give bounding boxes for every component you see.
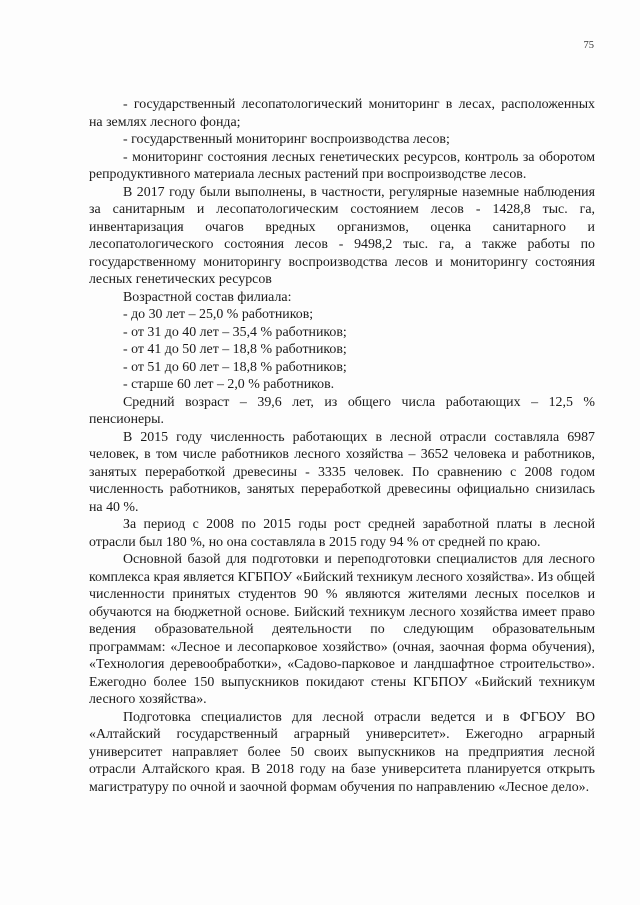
paragraph-agrarian-university: Подготовка специалистов для лесной отрасли ведется и в ФГБОУ ВО «Алтайский государственный аграрный университет». Ежегодно аграрный университет направляет более 50 своих выпускников на предприятия лесной отрасли Алтайского края. В 2018 году на базе университета планируется открыть магистратуру по очной и заочной формам обучения по направлению «Лесное дело». [89, 709, 595, 795]
paragraph-2017-results: В 2017 году были выполнены, в частности, регулярные наземные наблюдения за санитарным и лесопатологическим состоянием лесов - 1428,8 тыс. га, инвентаризация очагов вредных организмов, оценка санитарного и лесопатологического состояния лесов - 9498,2 тыс. га, а также работы по государственному мониторингу воспроизводства лесов и мониторингу состояния лесных генетических ресурсов [89, 184, 595, 287]
list-item-age-under-30: - до 30 лет – 25,0 % работников; [123, 307, 314, 322]
list-item-age-31-40: - от 31 до 40 лет – 35,4 % работников; [123, 324, 347, 340]
list-item-age-51-60: - от 51 до 60 лет – 18,8 % работников; [123, 359, 347, 375]
paragraph-biysk-college: Основной базой для подготовки и переподготовки специалистов для лесного комплекса края является КГБПОУ «Бийский техникум лесного хозяйства». Из общей численности принятых студентов 90 % являются жителями лесных поселков и обучаются на бюджетной основе. Бийский техникум лесного хозяйства имеет право ведения образовательной деятельности по следующим образовательным программам: «Лесное и лесопарковое хозяйство» (очная, заочная форма обучения), «Технология деревообработки», «Садово-парковое и ландшафтное строительство». Ежегодно более 150 выпускников покидают стены КГБПОУ «Бийский техникум лесного хозяйства». [89, 552, 595, 707]
page-number: 75 [583, 40, 594, 51]
list-item-age-41-50: - от 41 до 50 лет – 18,8 % работников; [123, 342, 347, 357]
paragraph-monitoring-genetic-resources: - мониторинг состояния лесных генетических ресурсов, контроль за оборотом репродуктивного материала лесных растений при воспроизводстве лесов. [89, 149, 595, 182]
list-item-age-over-60: - старше 60 лет – 2,0 % работников. [123, 377, 335, 392]
document-body [89, 96, 595, 796]
paragraph-age-composition-heading: Возрастной состав филиала: [123, 289, 292, 305]
paragraph-monitoring-forest-pathology: - государственный лесопатологический мониторинг в лесах, расположенных на землях лесного фонда; [89, 97, 595, 130]
paragraph-average-age: Средний возраст – 39,6 лет, из общего числа работающих – 12,5 % пенсионеры. [89, 394, 595, 427]
paragraph-salary-growth: За период с 2008 по 2015 годы рост средней заработной платы в лесной отрасли был 180 %, но она составляла в 2015 году 94 % от средней по краю. [89, 517, 595, 550]
paragraph-monitoring-reproduction: - государственный мониторинг воспроизводства лесов; [123, 132, 450, 147]
paragraph-2015-employment: В 2015 году численность работающих в лесной отрасли составляла 6987 человек, в том числе работников лесного хозяйства – 3652 человека и работников, занятых переработкой древесины - 3335 человек. По сравнению с 2008 годом численность работников, занятых переработкой древесины официально снизилась на 40 %. [89, 429, 595, 515]
